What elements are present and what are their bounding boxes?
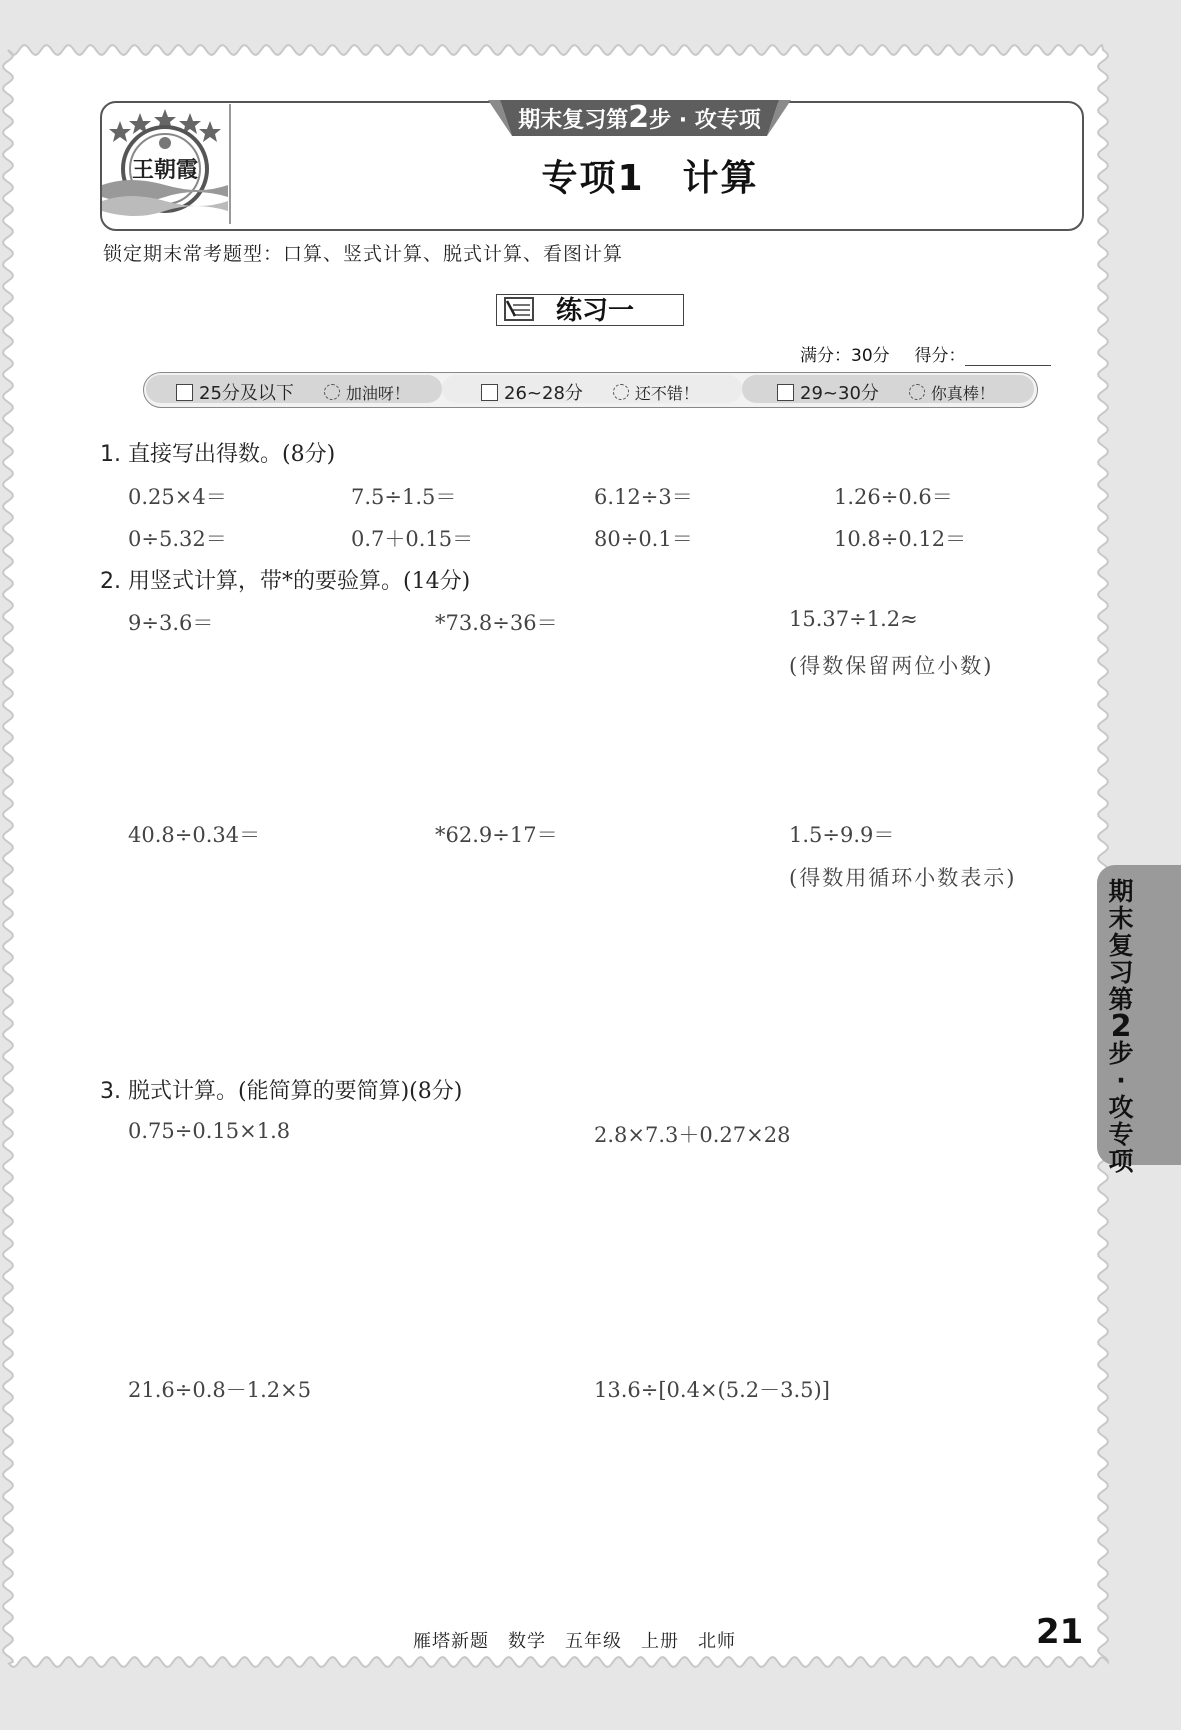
rating-range: 25分及以下 bbox=[199, 383, 294, 404]
question-1: 1. 直接写出得数。(8分) bbox=[100, 442, 336, 467]
full-score-label: 满分：30分 bbox=[800, 346, 890, 366]
vertical-calc-item: 40.8÷0.34＝ bbox=[128, 823, 261, 847]
side-tab-step: 2 bbox=[1110, 1009, 1132, 1044]
book-footer: 雁塔新题 数学 五年级 上册 北师 bbox=[413, 1631, 736, 1652]
oral-calc-item: 7.5÷1.5＝ bbox=[351, 485, 457, 509]
header-divider bbox=[229, 104, 231, 224]
rating-checkbox[interactable] bbox=[176, 384, 193, 401]
oral-calc-item: 0÷5.32＝ bbox=[128, 527, 227, 551]
vertical-calc-item: 9÷3.6＝ bbox=[128, 611, 214, 635]
rating-option-mid[interactable] bbox=[481, 379, 699, 405]
question-2: 2. 用竖式计算，带*的要验算。(14分) bbox=[100, 569, 471, 594]
rating-cheer: 还不错！ bbox=[634, 383, 699, 403]
rounding-note: (得数保留两位小数) bbox=[789, 654, 994, 678]
repeating-decimal-note: (得数用循环小数表示) bbox=[789, 866, 1017, 890]
oral-calc-item: 0.7＋0.15＝ bbox=[351, 527, 474, 551]
oral-calc-item: 1.26÷0.6＝ bbox=[834, 485, 953, 509]
oral-calc-item: 10.8÷0.12＝ bbox=[834, 527, 967, 551]
score-line bbox=[800, 341, 1051, 366]
vertical-calc-item: *62.9÷17＝ bbox=[435, 823, 558, 847]
step-calc-item: 2.8×7.3＋0.27×28 bbox=[594, 1123, 791, 1147]
vertical-calc-item: 1.5÷9.9＝ bbox=[789, 823, 895, 847]
score-blank-line[interactable] bbox=[965, 347, 1051, 366]
side-tab-line2: 步 · 攻 专 项 bbox=[1108, 1039, 1134, 1176]
obtained-score-label: 得分： bbox=[914, 346, 966, 366]
smiley-icon bbox=[324, 384, 340, 400]
vertical-calc-item: 15.37÷1.2≈ bbox=[789, 607, 918, 631]
rating-cheer: 你真棒！ bbox=[930, 383, 995, 403]
side-tab-line1: 期 末 复 习 第 bbox=[1108, 877, 1134, 1014]
oral-calc-item: 80÷0.1＝ bbox=[594, 527, 693, 551]
question-3: 3. 脱式计算。(能简算的要简算)(8分) bbox=[100, 1079, 463, 1104]
rating-checkbox[interactable] bbox=[777, 384, 794, 401]
vertical-calc-item: *73.8÷36＝ bbox=[435, 611, 558, 635]
step-banner-text: 期末复习第2步 · 攻专项 bbox=[518, 100, 761, 135]
rating-range: 29~30分 bbox=[800, 383, 879, 404]
topic-subtitle: 锁定期末常考题型：口算、竖式计算、脱式计算、看图计算 bbox=[103, 243, 624, 265]
step-calc-item: 0.75÷0.15×1.8 bbox=[128, 1119, 291, 1143]
rating-option-low[interactable] bbox=[176, 379, 410, 405]
page-number: 21 bbox=[1036, 1612, 1084, 1652]
oral-calc-item: 6.12÷3＝ bbox=[594, 485, 693, 509]
exercise-title: 练习一 bbox=[556, 296, 635, 326]
step-calc-item: 13.6÷[0.4×(5.2－3.5)] bbox=[594, 1378, 830, 1402]
rating-range: 26~28分 bbox=[504, 383, 583, 404]
page-title: 专项1 计算 bbox=[541, 158, 759, 199]
notebook-icon bbox=[503, 296, 537, 322]
rating-option-high[interactable] bbox=[777, 379, 995, 405]
brand-logo bbox=[100, 101, 230, 227]
rating-checkbox[interactable] bbox=[481, 384, 498, 401]
oral-calc-item: 0.25×4＝ bbox=[128, 485, 227, 509]
smiley-icon bbox=[909, 384, 925, 400]
rating-cheer: 加油呀！ bbox=[345, 383, 410, 403]
side-tab-text bbox=[1097, 878, 1145, 1175]
svg-text:王朝霞: 王朝霞 bbox=[131, 157, 199, 183]
smiley-icon bbox=[613, 384, 629, 400]
step-calc-item: 21.6÷0.8－1.2×5 bbox=[128, 1378, 312, 1402]
